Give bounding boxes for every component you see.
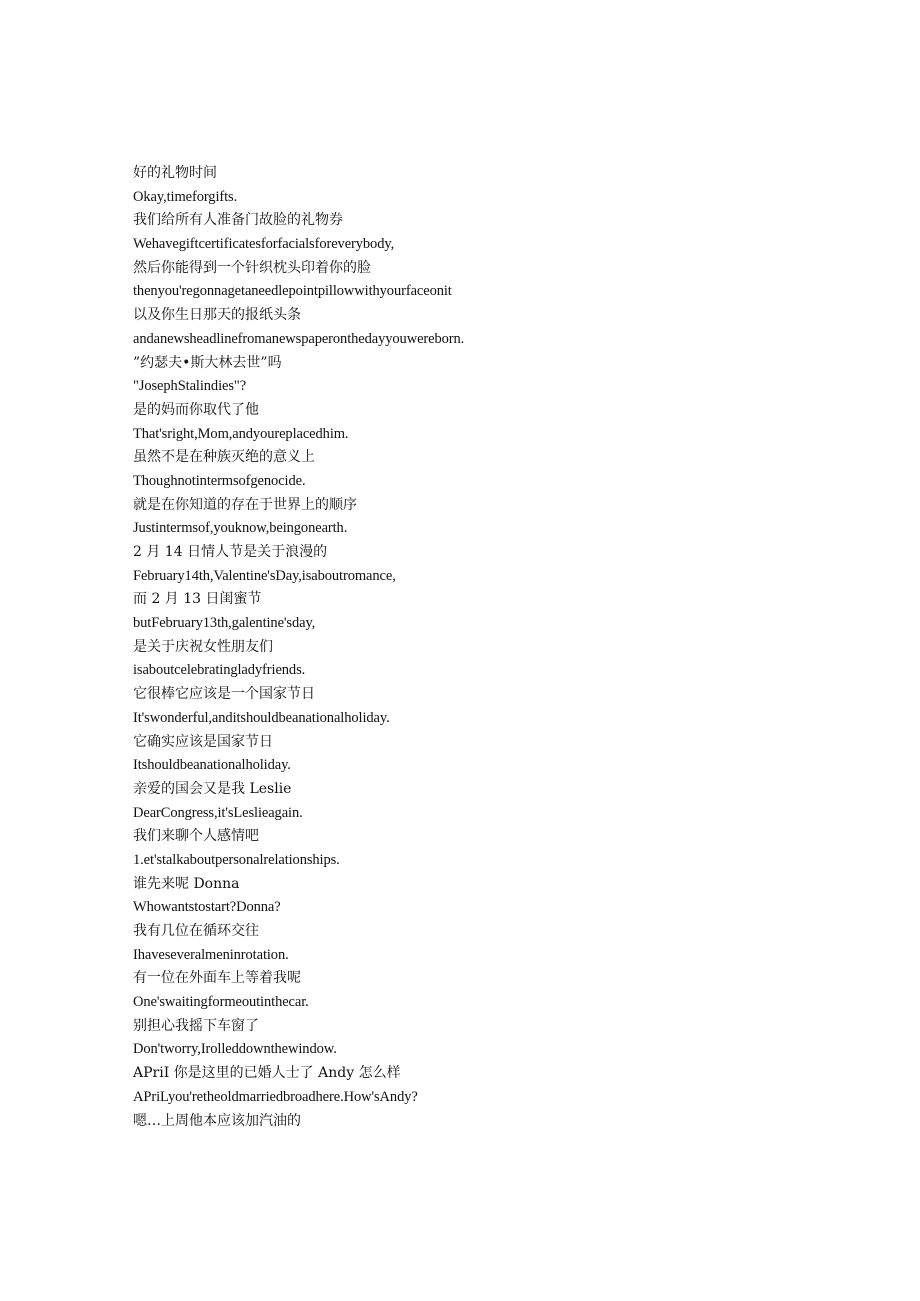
english-subtitle-line: thenyou'regonnagetaneedlepointpillowwithyourfaceonit [133,283,452,300]
english-subtitle-line: Whowantstostart?Donna? [133,899,281,916]
chinese-subtitle-line: 2 月 14 日情人节是关于浪漫的 [133,544,328,560]
english-subtitle-line: andanewsheadlinefromanewspaperonthedayyouwereborn. [133,330,465,347]
chinese-subtitle-line: 谁先来呢 Donna [133,875,240,892]
english-subtitle-line: "JosephStalindies"? [133,378,247,395]
chinese-subtitle-line: 虽然不是在种族灭绝的意义上 [133,449,315,466]
chinese-subtitle-line: 我有几位在循环交往 [133,923,259,939]
chinese-subtitle-line: 是关于庆祝女性朋友们 [133,638,273,655]
english-subtitle-line: APriLyou'retheoldmarriedbroadhere.How'sAndy? [133,1088,418,1105]
chinese-subtitle-line: 我们来聊个人感情吧 [133,828,259,845]
english-subtitle-line: February14th,Valentine'sDay,isaboutromance, [133,567,396,584]
english-subtitle-line: isaboutcelebratingladyfriends. [133,662,306,679]
english-subtitle-line: Itshouldbeanationalholiday. [133,757,291,774]
chinese-subtitle-line: 就是在你知道的存在于世界上的顺序 [133,496,357,513]
chinese-subtitle-line: 它很棒它应该是一个国家节日 [133,686,315,703]
chinese-subtitle-line: 好的礼物时间 [133,165,217,181]
english-subtitle-line: Ihaveseveralmeninrotation. [133,946,289,963]
english-subtitle-line: One'swaitingformeoutinthecar. [133,994,309,1011]
english-subtitle-line: Wehavegiftcertificatesforfacialsforeverybody, [133,236,395,253]
english-subtitle-line: It'swonderful,anditshouldbeanationalholiday. [133,709,390,726]
chinese-subtitle-line: 以及你生日那天的报纸头条 [133,307,301,324]
subtitle-transcript [133,162,833,1133]
chinese-subtitle-line: 而 2 月 13 日闺蜜节 [133,591,262,608]
chinese-subtitle-line: 它确实应该是国家节日 [133,733,273,750]
english-subtitle-line: 1.et'stalkaboutpersonalrelationships. [133,851,340,868]
english-subtitle-line: DearCongress,it'sLeslieagain. [133,804,303,821]
english-subtitle-line: Thoughnotintermsofgenocide. [133,472,306,489]
english-subtitle-line: That'sright,Mom,andyoureplacedhim. [133,425,349,442]
chinese-subtitle-line: 嗯…上周他本应该加汽油的 [133,1112,301,1129]
english-subtitle-line: Don'tworry,Irolleddownthewindow. [133,1041,337,1058]
chinese-subtitle-line: 亲爱的国会又是我 Leslie [133,780,292,797]
chinese-subtitle-line: 我们给所有人准备门故脸的礼物券 [133,212,343,229]
chinese-subtitle-line: 有一位在外面车上等着我呢 [133,970,301,987]
chinese-subtitle-line: 是的妈而你取代了他 [133,401,259,418]
english-subtitle-line: Justintermsof,youknow,beingonearth. [133,520,348,537]
chinese-subtitle-line: ”约瑟夫•斯大林去世”吗 [133,354,282,371]
chinese-subtitle-line: 别担心我摇下车窗了 [133,1017,259,1034]
english-subtitle-line: butFebruary13th,galentine'sday, [133,615,316,632]
chinese-subtitle-line: APriI 你是这里的已婚人士了 Andy 怎么样 [133,1065,401,1082]
english-subtitle-line: Okay,timeforgifts. [133,188,238,205]
chinese-subtitle-line: 然后你能得到一个针织枕头印着你的脸 [133,259,371,276]
